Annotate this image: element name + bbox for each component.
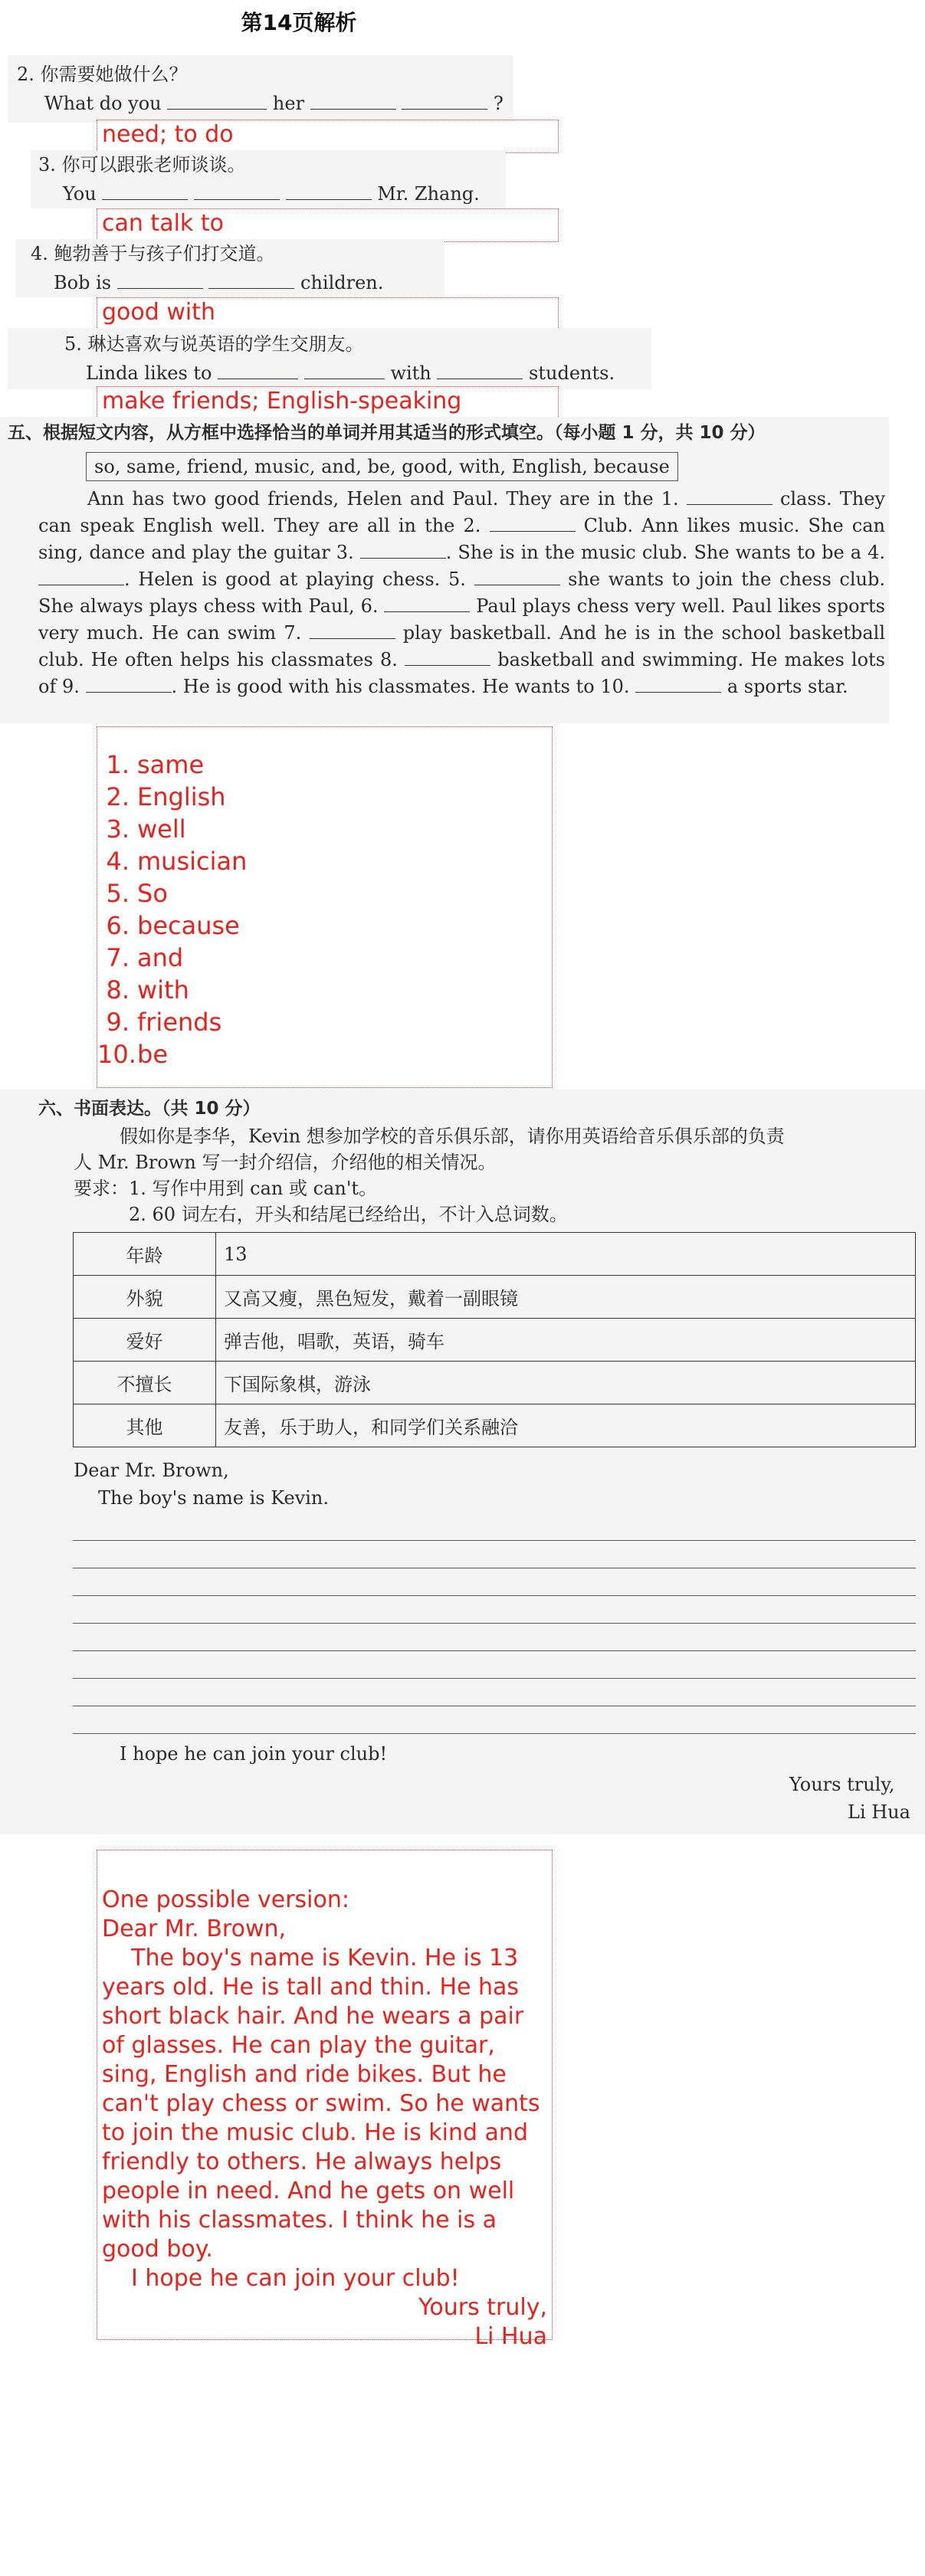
section-6-prompt: 假如你是李华，Kevin 想参加学校的音乐俱乐部，请你用英语给音乐俱乐部的负责 <box>120 1126 785 1147</box>
answer-item: 6. because <box>106 911 240 940</box>
blank <box>194 179 280 200</box>
table-row <box>74 1276 916 1319</box>
answer-item: 2. English <box>106 782 226 811</box>
blank <box>310 89 396 110</box>
table-value: 友善，乐于助人，和同学们关系融洽 <box>216 1404 916 1447</box>
section-6-requirement: 2. 60 词左右，开头和结尾已经给出，不计入总词数。 <box>129 1204 568 1225</box>
passage-text: . She is in the music club. She wants to be a 4. <box>445 542 885 563</box>
answer-item: 10.be <box>97 1040 168 1069</box>
blank <box>384 593 470 612</box>
question-3-text-b: Mr. Zhang. <box>377 183 480 205</box>
section-6-prompt: 人 Mr. Brown 写一封介绍信，介绍他的相关情况。 <box>74 1152 497 1173</box>
table-key: 不擅长 <box>74 1362 216 1404</box>
question-2-prompt: 2. 你需要她做什么？ <box>17 64 188 85</box>
table-value: 13 <box>216 1233 916 1276</box>
blank <box>437 359 523 379</box>
letter-greeting: Dear Mr. Brown, <box>74 1460 229 1481</box>
answer-item: 4. musician <box>106 847 248 876</box>
question-4-sentence <box>54 268 383 296</box>
letter-closing: I hope he can join your club! <box>120 1743 388 1765</box>
essay-signoff: Yours truly, <box>418 2294 547 2321</box>
passage-text: class. They can speak English well. They are all in the 2. <box>38 488 885 536</box>
writing-line <box>73 1595 916 1596</box>
blank <box>310 620 395 639</box>
essay-answer-box <box>97 1850 553 2350</box>
blank <box>687 486 772 505</box>
table-value: 弹吉他，唱歌，英语，骑车 <box>216 1319 916 1362</box>
essay-signature: Li Hua <box>474 2323 547 2350</box>
blank <box>490 513 576 532</box>
reading-passage <box>38 486 885 700</box>
answer-item: 3. well <box>106 814 186 844</box>
letter-signoff: Yours truly, <box>789 1774 895 1795</box>
blank <box>208 268 294 289</box>
info-table <box>73 1232 916 1447</box>
writing-line <box>73 1540 916 1541</box>
table-key: 其他 <box>74 1404 216 1447</box>
blank <box>635 673 721 693</box>
blank <box>304 359 385 379</box>
table-value: 又高又瘦，黑色短发，戴着一副眼镜 <box>216 1276 916 1319</box>
table-row <box>74 1362 916 1404</box>
answer-item: 9. friends <box>106 1008 222 1037</box>
blank <box>102 179 188 200</box>
table-key: 外貌 <box>74 1276 216 1319</box>
word-box: so, same, friend, music, and, be, good, with, English, because <box>86 452 678 481</box>
question-2-sentence <box>44 89 504 116</box>
answer-box-q2: need; to do <box>97 120 559 153</box>
letter-first-line: The boy's name is Kevin. <box>98 1487 329 1509</box>
question-3-sentence <box>63 179 480 207</box>
passage-text: basketball and swimming. He makes lots of 9. <box>38 649 885 697</box>
essay-closing: I hope he can join your club! <box>131 2265 460 2292</box>
section-6-heading: 六、书面表达。（共 10 分） <box>38 1099 261 1119</box>
passage-text: she wants to join the chess club. She always plays chess with Paul, 6. <box>38 569 885 617</box>
answer-box-section-5 <box>97 726 553 1088</box>
letter-signature: Li Hua <box>848 1801 910 1823</box>
blank <box>402 89 487 110</box>
essay-intro: One possible version: <box>102 1886 349 1913</box>
question-5-prompt: 5. 琳达喜欢与说英语的学生交朋友。 <box>64 333 364 355</box>
question-4-prompt: 4. 鲍勃善于与孩子们打交道。 <box>31 243 275 264</box>
passage-text: Ann has two good friends, Helen and Paul. They are in the 1. <box>87 488 679 510</box>
table-row <box>74 1233 916 1276</box>
answer-item: 8. with <box>106 975 189 1005</box>
blank <box>286 179 372 200</box>
question-4-text-a: Bob is <box>54 272 112 293</box>
answer-box-q5: make friends; English-speaking <box>97 386 559 420</box>
answer-item: 7. and <box>106 943 184 972</box>
answer-box-q4: good with <box>97 297 559 331</box>
answer-item: 1. same <box>106 750 205 779</box>
question-3-prompt: 3. 你可以跟张老师谈谈。 <box>38 154 246 175</box>
passage-text: play basketball. And he is in the school basketball club. He often helps his classmates 8. <box>38 622 886 670</box>
question-5-text-b: with <box>390 362 431 384</box>
passage-text: a sports star. <box>727 676 848 697</box>
answer-item: 5. So <box>106 879 168 908</box>
section-5-heading: 五、根据短文内容，从方框中选择恰当的单词并用其适当的形式填空。（每小题 1 分，共 10 分） <box>8 423 766 443</box>
blank <box>405 647 490 666</box>
passage-text: . He is good with his classmates. He wants to 10. <box>171 676 630 697</box>
table-row <box>74 1319 916 1362</box>
blank <box>117 268 203 289</box>
table-key: 爱好 <box>74 1319 216 1362</box>
table-key: 年龄 <box>74 1233 216 1276</box>
passage-text: Paul plays chess very well. Paul likes sports very much. He can swim 7. <box>38 595 885 644</box>
answer-box-q3: can talk to <box>97 208 559 242</box>
writing-line <box>73 1623 916 1624</box>
question-4-text-b: children. <box>300 272 384 293</box>
table-value: 下国际象棋，游泳 <box>216 1362 916 1404</box>
blank <box>38 566 124 585</box>
question-2-text-b: her <box>272 93 305 114</box>
passage-text: . Helen is good at playing chess. 5. <box>124 569 466 590</box>
blank <box>86 673 172 693</box>
blank <box>360 539 446 559</box>
writing-line <box>73 1733 916 1734</box>
question-5-sentence <box>86 359 615 386</box>
essay-body: The boy's name is Kevin. He is 13 years old. He is tall and thin. He has short black hair. And he wears a pair of glasses. He can play the guitar, sing, English and ride bikes. But he can't play chess or swim. So he wants to join the music club. He is kind and friendly to others. He always helps people in need. And he gets on well with his classmates. I think he is a good boy. <box>102 1945 548 2263</box>
writing-line <box>73 1650 916 1651</box>
blank <box>167 89 267 110</box>
question-2-text-a: What do you <box>44 93 162 114</box>
blank <box>218 359 298 379</box>
section-6-requirement: 要求：1. 写作中用到 can 或 can't。 <box>74 1178 378 1199</box>
table-row <box>74 1404 916 1447</box>
page-title: 第14页解析 <box>241 10 357 35</box>
question-3-text-a: You <box>63 183 97 205</box>
blank <box>474 566 560 585</box>
question-5-text-c: students. <box>529 362 615 384</box>
essay-greeting: Dear Mr. Brown, <box>102 1916 287 1942</box>
question-2-text-end: ? <box>493 93 504 114</box>
writing-line <box>73 1678 916 1679</box>
passage-text: Club. Ann likes music. She can sing, dance and play the guitar 3. <box>38 515 885 563</box>
question-5-text-a: Linda likes to <box>86 362 212 384</box>
